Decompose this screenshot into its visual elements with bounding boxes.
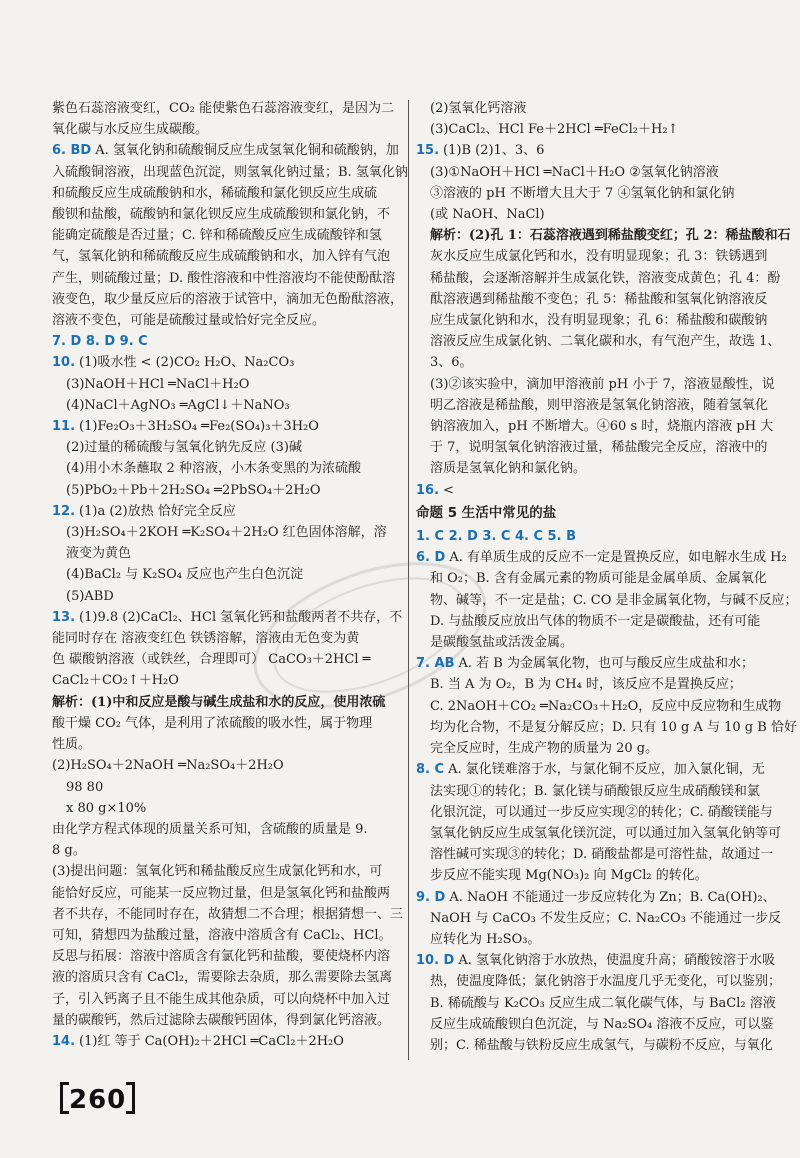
line-text: 溶质是氢氧化钠和氯化钠。: [430, 461, 587, 477]
answer-number: 11.: [52, 419, 76, 435]
line-text: 是碳酸氢盐或活泼金属。: [430, 635, 574, 651]
text-line: [416, 1014, 774, 1035]
line-text: D. 与盐酸反应放出气体的物质不一定是碳酸盐，还有可能: [430, 613, 761, 629]
text-line: [416, 823, 782, 844]
line-text: (3)②该实验中，滴加甲溶液前 pH 小于 7，溶液显酸性，说: [430, 376, 775, 392]
line-text: 氧化碳与水反应生成碳酸。: [52, 122, 209, 138]
line-text: (4)BaCl₂ 与 K₂SO₄ 反应也产生白色沉淀: [66, 567, 304, 583]
answer-number: 13.: [52, 609, 76, 625]
text-line: [52, 437, 404, 458]
text-line: [52, 480, 404, 501]
text-line: [52, 268, 404, 289]
text-line: [52, 522, 404, 543]
text-line: [416, 653, 764, 674]
line-text: (5)ABD: [66, 588, 114, 604]
text-line: [416, 568, 767, 589]
text-line: [52, 692, 404, 713]
text-line: [416, 696, 782, 717]
text-line: [416, 480, 764, 501]
text-line: [52, 1031, 404, 1052]
text-line: [416, 162, 764, 183]
text-line: [416, 352, 764, 373]
line-text: (1)吸水性 < (2)CO₂ H₂O、Na₂CO₃: [79, 355, 295, 371]
page-number-text: 260: [69, 1085, 127, 1115]
text-line: [52, 289, 404, 310]
text-line: [416, 802, 773, 823]
line-text: (2)氢氧化钙溶液: [430, 101, 527, 116]
text-line: [416, 590, 798, 611]
line-text: 物、碱等，不一定是盐；C. CO 是非金属氧化物，与碱不反应；: [430, 592, 798, 608]
text-line: [52, 352, 404, 373]
answer-number: 12.: [52, 503, 76, 519]
column-divider: [408, 100, 409, 1060]
answer-number: 7. AB: [416, 656, 455, 672]
text-line: [416, 183, 764, 204]
text-line: [416, 674, 764, 695]
text-line: [416, 416, 774, 437]
line-text: 可知，猜想四为盐酸过量，溶液中溶质含有 CaCl₂、HCl。: [52, 927, 392, 943]
text-line: [52, 183, 404, 204]
text-line: [52, 734, 404, 755]
line-text: 反应生成硫酸钡白色沉淀，与 Na₂SO₄ 溶液不反应，可以鉴: [430, 1016, 774, 1032]
text-line: [52, 225, 404, 246]
text-line: [52, 458, 404, 479]
line-text: 能恰好反应，可能某一反应物过量，但是氢氧化钙和盐酸两: [52, 885, 391, 901]
text-line: [416, 395, 769, 416]
line-text: 完全反应时，生成产物的质量为 20 g。: [430, 741, 659, 757]
line-text: NaOH 与 CaCO₃ 不发生反应；C. Na₂CO₃ 不能通过一步反: [430, 910, 782, 926]
line-text: 3、6。: [430, 355, 473, 371]
text-line: [52, 119, 404, 140]
text-line: [52, 586, 404, 607]
text-line: [416, 331, 781, 352]
section-heading: [416, 503, 764, 524]
text-line: [52, 649, 404, 670]
line-text: 酞溶液遇到稀盐酸不变色；孔 5：稀盐酸和氢氧化钠溶液反: [430, 291, 768, 307]
line-text: (2)H₂SO₄＋2NaOH ═Na₂SO₄＋2H₂O: [52, 758, 284, 774]
line-text: (或 NaOH、NaCl): [430, 207, 545, 223]
line-text: C. 2NaOH＋CO₂ ═Na₂CO₃＋H₂O，反应中反应物和生成物: [430, 698, 782, 714]
line-text: 和硫酸反应生成硫酸钠和水，稀硫酸和氯化钡反应生成硫: [52, 185, 378, 201]
text-line: [52, 755, 404, 776]
line-text: 反思与拓展：溶液中溶质含有氯化钙和盐酸，要使烧杯内溶: [52, 949, 391, 965]
text-line: [416, 98, 764, 119]
text-line: [52, 670, 404, 691]
line-text: 酸干燥 CO₂ 气体，是利用了浓硫酸的吸水性，属于物理: [52, 715, 373, 731]
answer-number: 6. D: [416, 550, 446, 566]
text-line: [52, 98, 404, 119]
line-text: B. 稀硫酸与 K₂CO₃ 反应生成二氧化碳气体，与 BaCl₂ 溶液: [430, 995, 776, 1011]
text-line: [52, 501, 404, 522]
text-line: [52, 1010, 404, 1031]
text-line: [416, 140, 764, 161]
line-text: 能同时存在 溶液变红色 铁锈溶解，溶液由无色变为黄: [52, 631, 360, 647]
line-text: 氢氧化钠反应生成氢氧化镁沉淀，可以通过加入氢氧化钠等可: [430, 825, 782, 841]
answer-number: 10. D: [416, 953, 455, 969]
line-text: 8 g。: [52, 843, 86, 859]
line-text: (3)CaCl₂、HCl Fe＋2HCl ═FeCl₂＋H₂↑: [430, 122, 679, 138]
answer-number: 8. C: [416, 762, 445, 778]
line-text: 步反应不能实现 Mg(NO₃)₂ 向 MgCl₂ 的转化。: [430, 868, 708, 884]
line-text: CaCl₂＋CO₂↑＋H₂O: [52, 673, 179, 689]
line-text: 液变色，取少量反应后的溶液于试管中，滴加无色酚酞溶液，: [52, 291, 404, 307]
answer-number: 7. D 8. D 9. C: [52, 334, 148, 350]
line-text: A. 氢氧化钠溶于水放热，使温度升高；硝酸铵溶于水吸: [458, 953, 776, 969]
text-line: [52, 628, 404, 649]
text-line: [416, 844, 774, 865]
text-line: [416, 458, 764, 479]
text-line: [52, 861, 404, 882]
text-line: [416, 950, 776, 971]
text-line: [416, 225, 791, 246]
answer-number: 6. BD: [52, 143, 92, 159]
line-text: 灰水反应生成氯化钙和水，没有明显现象；孔 3：铁锈遇到: [430, 249, 768, 265]
answer-number: 15.: [416, 143, 440, 159]
line-text: B. 当 A 为 O₂，B 为 CH₄ 时，该反应不是置换反应；: [430, 677, 742, 693]
line-text: 产生，则硫酸过量；D. 酸性溶液和中性溶液均不能使酚酞溶: [52, 270, 396, 286]
text-line: [416, 526, 764, 547]
line-text: A. 氢氧化钠和硫酸铜反应生成氢氧化铜和硫酸钠，加: [95, 143, 399, 159]
text-line: [52, 140, 404, 161]
line-text: 紫色石蕊溶液变红，CO₂ 能使紫色石蕊溶液变红，是因为二: [52, 101, 394, 116]
line-text: 由化学方程式体现的质量关系可知，含硫酸的质量是 9.: [52, 821, 368, 837]
answer-number: 10.: [52, 355, 76, 371]
line-text: 化银沉淀，可以通过一步反应实现②的转化；C. 硝酸镁能与: [430, 804, 773, 820]
page-number-bracket-right: [126, 1082, 135, 1114]
text-line: [52, 883, 404, 904]
text-line: [416, 717, 797, 738]
text-line: [52, 607, 404, 628]
line-text: (3)提出问题：氢氧化钙和稀盐酸反应生成氯化钙和水，可: [52, 864, 383, 880]
line-text: (2)过量的稀硫酸与氢氧化钠先反应 (3)碱: [66, 440, 302, 456]
text-line: [416, 374, 775, 395]
text-line: [52, 904, 404, 925]
line-text: 液变为黄色: [66, 546, 132, 562]
text-line: [52, 374, 404, 395]
answer-number: 9. D: [416, 889, 446, 905]
line-text: 色 碳酸钠溶液（或铁丝，合理即可） CaCO₃＋2HCl ═: [52, 652, 371, 668]
line-text: 溶性碱可实现③的转化；D. 硝酸盐都是可溶性盐，故通过一: [430, 847, 774, 863]
line-text: (3)H₂SO₄＋2KOH ═K₂SO₄＋2H₂O 红色固体溶解，溶: [66, 525, 387, 541]
text-line: [52, 840, 404, 861]
line-text: 明乙溶液是稀盐酸，则甲溶液是氢氧化钠溶液，随着氢氧化: [430, 397, 769, 413]
line-text: 液的溶质只含有 CaCl₂，需要除去杂质，那么需要除去氢离: [52, 970, 393, 986]
line-text: (1)红 等于 Ca(OH)₂＋2HCl ═CaCl₂＋2H₂O: [79, 1033, 344, 1049]
text-line: [52, 564, 404, 585]
text-line: [416, 908, 782, 929]
text-line: [52, 310, 404, 331]
text-line: [416, 1035, 773, 1056]
line-text: 气，氢氧化钠和稀硫酸反应生成硫酸钠和水，加入锌有气泡: [52, 249, 391, 265]
text-line: [416, 547, 787, 568]
line-text: 者不共存，不能同时存在，故猜想二不合理；根据猜想一、三: [52, 906, 404, 922]
text-line: [416, 310, 768, 331]
line-text: 别；C. 稀盐酸与铁粉反应生成氢气，与碳粉不反应，与氧化: [430, 1037, 773, 1053]
line-text: 量的碳酸钙，然后过滤除去碳酸钙固体，得到氯化钙溶液。: [52, 1012, 391, 1028]
text-line: [52, 819, 404, 840]
line-text: ③溶液的 pH 不断增大且大于 7 ④氢氧化钠和氯化钠: [430, 185, 735, 201]
text-line: [416, 971, 782, 992]
page-number: [60, 1085, 135, 1115]
section-title-text: 生活中常见的盐: [461, 504, 557, 521]
line-text: 溶液反应生成氯化钠、二氧化碳和水，有气泡产生，故选 1、: [430, 334, 781, 350]
line-text: (1)Fe₂O₃＋3H₂SO₄ ═Fe₂(SO₄)₃＋3H₂O: [79, 419, 319, 435]
text-line: [416, 246, 768, 267]
line-text: (3)NaOH＋HCl ═NaCl＋H₂O: [66, 376, 250, 392]
right-column: [416, 98, 798, 1056]
text-line: [52, 713, 404, 734]
line-text: 酸钡和盐酸，硫酸钠和氯化钡反应生成硫酸钡和氯化钠，不: [52, 207, 391, 223]
line-text: A. 氯化镁难溶于水，与氯化铜不反应，加入氯化铜，无: [448, 762, 765, 778]
line-text: 应转化为 H₂SO₃。: [430, 931, 541, 947]
answer-number: 16.: [416, 482, 440, 498]
text-line: [416, 119, 764, 140]
line-text: (4)用小木条蘸取 2 种溶液，小木条变黑的为浓硫酸: [66, 461, 361, 477]
line-text: 应生成氯化钠和水，没有明显现象；孔 6：稀盐酸和碳酸钠: [430, 313, 768, 329]
text-line: [416, 738, 764, 759]
text-line: [416, 929, 764, 950]
text-line: [52, 967, 404, 988]
line-text: 性质。: [52, 737, 92, 753]
line-text: 热，使温度降低；氯化钠溶于水温度几乎无变化，可以鉴别；: [430, 974, 782, 990]
text-line: [52, 204, 404, 225]
section-label: 命题 5: [416, 504, 458, 521]
text-line: [416, 611, 764, 632]
text-line: [52, 925, 404, 946]
text-line: [416, 289, 768, 310]
text-line: [52, 543, 404, 564]
text-line: [52, 416, 404, 437]
line-text: 于 7，说明氢氧化钠溶液过量，稀盐酸完全反应，溶液中的: [430, 440, 768, 456]
line-text: (3)①NaOH＋HCl ═NaCl＋H₂O ②氢氧化钠溶液: [430, 164, 719, 180]
text-line: [416, 268, 781, 289]
text-line: [52, 777, 404, 798]
line-text: x 80 g×10%: [66, 800, 147, 816]
line-text: A. 若 B 为金属氧化物，也可与酸反应生成盐和水；: [458, 656, 754, 672]
text-line: [52, 162, 408, 183]
line-text: A. 有单质生成的反应不一定是置换反应，如电解水生成 H₂: [449, 550, 787, 566]
line-text: 子，引入钙离子且不能生成其他杂质，可以向烧杯中加入过: [52, 991, 391, 1007]
text-line: [52, 798, 404, 819]
line-text: (4)NaCl＋AgNO₃ ═AgCl↓＋NaNO₃: [66, 397, 290, 413]
text-line: [52, 946, 404, 967]
line-text: A. NaOH 不能通过一步反应转化为 Zn；B. Ca(OH)₂、: [449, 889, 776, 905]
page-number-bracket-left: [60, 1082, 69, 1114]
left-column: [52, 98, 408, 1052]
answer-number: 1. C 2. D 3. C 4. C 5. B: [416, 529, 576, 545]
line-text: (5)PbO₂＋Pb＋2H₂SO₄ ═2PbSO₄＋2H₂O: [66, 482, 321, 498]
line-text: (1)B (2)1、3、6: [443, 143, 545, 159]
text-line: [416, 759, 764, 780]
line-text: 钠溶液加入，pH 不断增大。④60 s 时，烧瓶内溶液 pH 大: [430, 419, 774, 435]
line-text: 溶液不变色，可能是硫酸过量或恰好完全反应。: [52, 313, 326, 329]
text-line: [416, 865, 764, 886]
line-text: (1)9.8 (2)CaCl₂、HCl 氢氧化钙和盐酸两者不共存，不: [79, 609, 403, 625]
text-line: [52, 395, 404, 416]
text-line: [416, 204, 764, 225]
line-text: <: [443, 482, 454, 498]
text-line: [416, 437, 768, 458]
line-text: 均为化合物，不是复分解反应；D. 只有 10 g A 与 10 g B 恰好: [430, 719, 797, 735]
text-line: [52, 989, 404, 1010]
line-text: 入硫酸铜溶液，出现蓝色沉淀，则氢氧化钠过量；B. 氢氧化钠: [52, 164, 408, 180]
line-text: 98 80: [66, 779, 104, 795]
line-text: 解析：(2)孔 1：石蕊溶液遇到稀盐酸变红；孔 2：稀盐酸和石: [430, 228, 791, 244]
line-text: 解析：(1)中和反应是酸与碱生成盐和水的反应，使用浓硫: [52, 694, 386, 710]
text-line: [416, 887, 776, 908]
line-text: (1)a (2)放热 恰好完全反应: [79, 503, 236, 519]
text-line: [52, 246, 404, 267]
text-line: [416, 632, 764, 653]
line-text: 法实现①的转化；B. 氯化镁与硝酸银反应生成硝酸镁和氯: [430, 783, 760, 799]
line-text: 能确定硫酸是否过量；C. 锌和稀硫酸反应生成硫酸锌和氢: [52, 228, 382, 244]
line-text: 稀盐酸，会逐渐溶解并生成氯化铁，溶液变成黄色；孔 4：酚: [430, 270, 781, 286]
text-line: [52, 331, 404, 352]
line-text: 和 O₂；B. 含有金属元素的物质可能是金属单质、金属氧化: [430, 571, 767, 587]
text-line: [416, 781, 764, 802]
text-line: [416, 993, 776, 1014]
answer-number: 14.: [52, 1033, 76, 1049]
